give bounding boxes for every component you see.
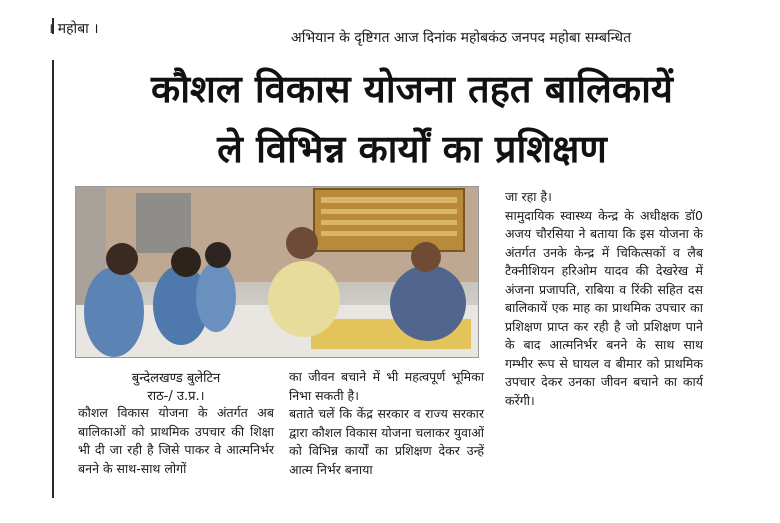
paragraph: जा रहा है। [505, 189, 552, 204]
article-column-2 [289, 368, 484, 479]
article-column-1 [78, 404, 274, 478]
article-column-3 [505, 188, 703, 410]
news-photo [75, 186, 479, 358]
photo-window [136, 193, 191, 253]
header-kicker: अभियान के दृष्टिगत आज दिनांक महोबकंठ जनपद महोबा सम्बन्धित [291, 30, 632, 46]
byline-source: बुन्देलखण्ड बुलेटिन [131, 371, 221, 386]
news-photo-illustration [76, 187, 478, 357]
paragraph: का जीवन बचाने में भी महत्वपूर्ण भूमिका निभा सकती है। [289, 369, 484, 403]
paragraph: कौशल विकास योजना के अंतर्गत अब बालिकाओं को प्राथमिक उपचार की शिक्षा भी दी जा रही है जिसे पाकर वे आत्मनिर्भर बनने के साथ-साथ लोगों [78, 405, 274, 476]
byline-place: राठ-/ उ.प्र.। [147, 389, 205, 404]
header-location: । महोबा । [48, 21, 99, 37]
headline-line-1: कौशल विकास योजना तहत बालिकायें [151, 67, 673, 111]
column-rule [52, 60, 54, 498]
paragraph: सामुदायिक स्वास्थ्य केन्द्र के अधीक्षक डॉ0 अजय चौरसिया ने बताया कि इस योजना के अंतर्गत उनके केन्द्र में चिकित्सकों व लैब टैक्नीशियन हरिओम यादव की देखरेख में अंजना प्रजापति, राबिया व रिंकी सहित दस बालिकायें एक माह का प्राथमिक उपचार का प्रशिक्षण प्राप्त कर रही है जो प्रशिक्षण पाने के बाद आत्मनिर्भर बनने के साथ साथ गम्भीर रूप से घायल व बीमार को प्राथमिक उपचार देकर उनका जीवन बचाने का कार्य करेंगी। [505, 207, 703, 408]
paragraph: बताते चलें कि केंद्र सरकार व राज्य सरकार द्वारा कौशल विकास योजना चलाकर युवाओं को विभिन्न कार्यों का प्रशिक्षण देकर उन्हें आत्म निर्भर बनाया [289, 406, 484, 477]
headline-line-2: ले विभिन्न कार्यों का प्रशिक्षण [217, 127, 607, 171]
